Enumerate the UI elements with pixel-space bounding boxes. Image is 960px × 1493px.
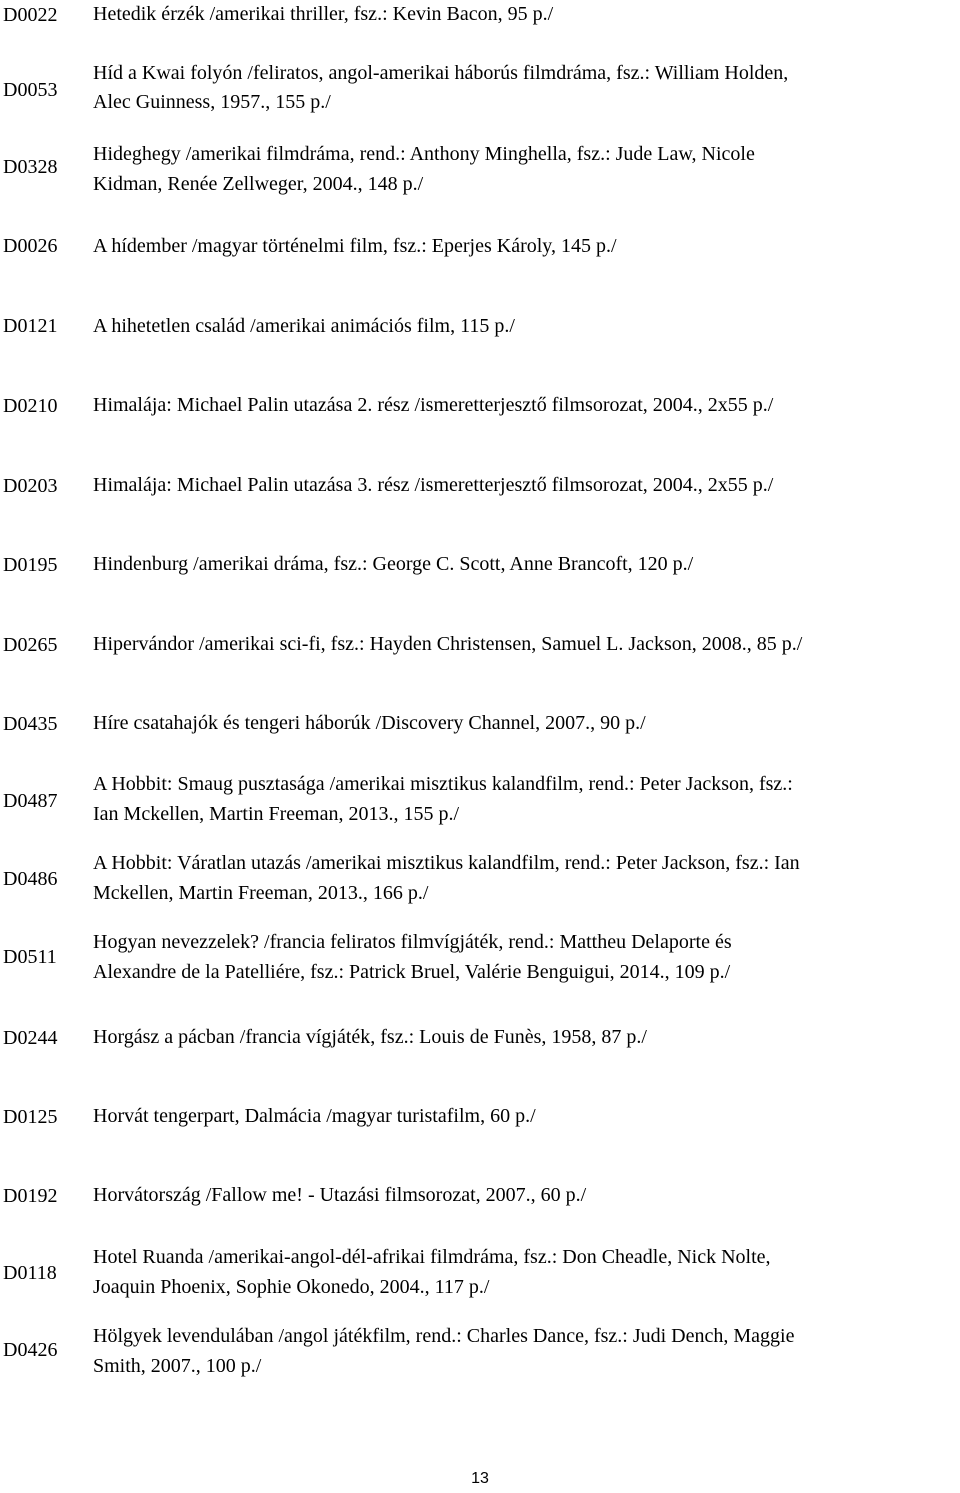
entry-title-line: Himalája: Michael Palin utazása 3. rész /ismeretterjesztő filmsorozat, 2004., 2x55 p./ <box>93 474 774 496</box>
entry-code: D0022 <box>3 4 58 26</box>
entry-code: D0118 <box>3 1262 57 1284</box>
entry-title-line: Ian Mckellen, Martin Freeman, 2013., 155 p./ <box>93 803 460 825</box>
entry-title-line: A Hobbit: Smaug pusztasága /amerikai misztikus kalandfilm, rend.: Peter Jackson, fsz.: <box>93 773 793 795</box>
entry-code: D0487 <box>3 790 58 812</box>
entry-title-line: Hölgyek levendulában /angol játékfilm, rend.: Charles Dance, fsz.: Judi Dench, Maggie <box>93 1325 795 1347</box>
entry-code: D0435 <box>3 713 58 735</box>
entry-title-line: Hideghegy /amerikai filmdráma, rend.: Anthony Minghella, fsz.: Jude Law, Nicole <box>93 143 755 165</box>
entry-title-line: Smith, 2007., 100 p./ <box>93 1355 262 1377</box>
entry-code: D0192 <box>3 1185 58 1207</box>
entry-title-line: Hipervándor /amerikai sci-fi, fsz.: Hayden Christensen, Samuel L. Jackson, 2008., 85 p./ <box>93 633 803 655</box>
entry-title-line: Híre csatahajók és tengeri háborúk /Discovery Channel, 2007., 90 p./ <box>93 712 646 734</box>
entry-code: D0328 <box>3 156 58 178</box>
entry-code: D0210 <box>3 395 58 417</box>
entry-title-line: A Hobbit: Váratlan utazás /amerikai misztikus kalandfilm, rend.: Peter Jackson, fsz.: Ian <box>93 852 800 874</box>
entry-title-line: Kidman, Renée Zellweger, 2004., 148 p./ <box>93 173 424 195</box>
entry-code: D0511 <box>3 946 57 968</box>
entry-code: D0244 <box>3 1027 58 1049</box>
entry-title-line: Híd a Kwai folyón /feliratos, angol-amerikai háborús filmdráma, fsz.: William Holden, <box>93 62 789 84</box>
entry-code: D0125 <box>3 1106 58 1128</box>
entry-title-line: Horvát tengerpart, Dalmácia /magyar turistafilm, 60 p./ <box>93 1105 536 1127</box>
entry-title-line: Mckellen, Martin Freeman, 2013., 166 p./ <box>93 882 429 904</box>
entry-title-line: Hetedik érzék /amerikai thriller, fsz.: Kevin Bacon, 95 p./ <box>93 3 554 25</box>
entry-title-line: Hotel Ruanda /amerikai-angol-dél-afrikai filmdráma, fsz.: Don Cheadle, Nick Nolte, <box>93 1246 771 1268</box>
entry-code: D0265 <box>3 634 58 656</box>
entry-title-line: Himalája: Michael Palin utazása 2. rész /ismeretterjesztő filmsorozat, 2004., 2x55 p./ <box>93 394 774 416</box>
entry-code: D0426 <box>3 1339 58 1361</box>
entry-code: D0203 <box>3 475 58 497</box>
entry-title-line: Horvátország /Fallow me! - Utazási filmsorozat, 2007., 60 p./ <box>93 1184 587 1206</box>
entry-title-line: Alexandre de la Patelliére, fsz.: Patrick Bruel, Valérie Benguigui, 2014., 109 p./ <box>93 961 731 983</box>
page-number: 13 <box>471 1470 489 1487</box>
entry-code: D0121 <box>3 315 58 337</box>
entry-title-line: Joaquin Phoenix, Sophie Okonedo, 2004., 117 p./ <box>93 1276 490 1298</box>
entry-title-line: Alec Guinness, 1957., 155 p./ <box>93 91 331 113</box>
entry-title-line: Hindenburg /amerikai dráma, fsz.: George C. Scott, Anne Brancoft, 120 p./ <box>93 553 694 575</box>
entry-title-line: Hogyan nevezzelek? /francia feliratos filmvígjáték, rend.: Mattheu Delaporte és <box>93 931 732 953</box>
entry-code: D0195 <box>3 554 58 576</box>
entry-title-line: A hihetetlen család /amerikai animációs film, 115 p./ <box>93 315 515 337</box>
entry-code: D0026 <box>3 235 58 257</box>
entry-code: D0053 <box>3 79 58 101</box>
entry-code: D0486 <box>3 868 58 890</box>
entry-title-line: A hídember /magyar történelmi film, fsz.: Eperjes Károly, 145 p./ <box>93 235 617 257</box>
entry-title-line: Horgász a pácban /francia vígjáték, fsz.: Louis de Funès, 1958, 87 p./ <box>93 1026 647 1048</box>
